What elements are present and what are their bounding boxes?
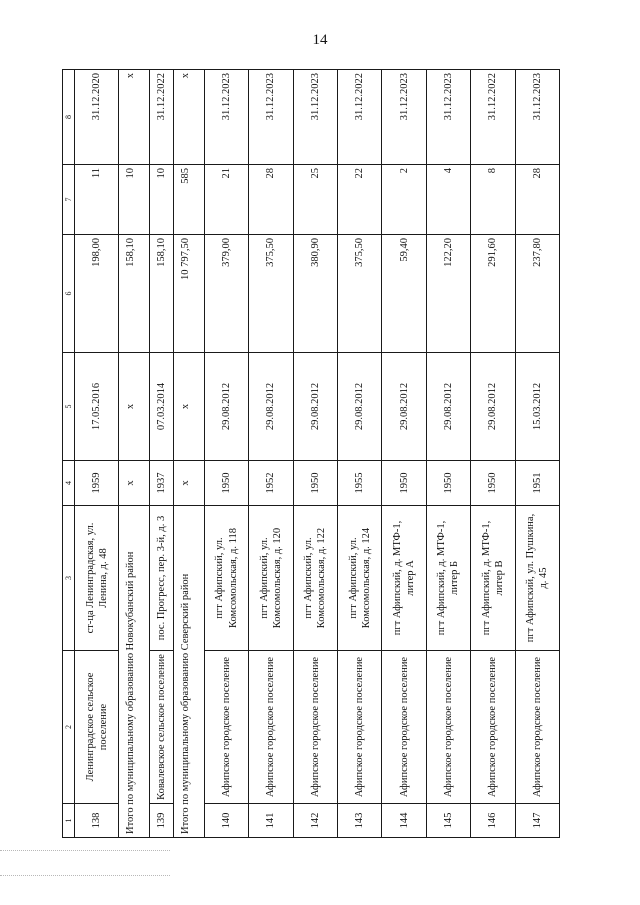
table-total-row (174, 70, 205, 838)
cell-number: 143 (338, 804, 382, 838)
total-label: Итого по муниципальному образованию Северский район (174, 506, 205, 838)
cell-end-date: 31.12.2020 (75, 70, 119, 165)
cell-end-date: 31.12.2022 (471, 70, 515, 165)
table-row (249, 70, 293, 838)
table-row (338, 70, 382, 838)
cell-area: 10 797,50 (174, 235, 205, 353)
cell-address: пгт Афипский, д. МТФ-1, литер В (471, 506, 515, 651)
cell-year: 1950 (471, 461, 515, 506)
cell-count: 11 (75, 165, 119, 235)
cell-end-date: x (174, 70, 205, 165)
cell-date: 29.08.2012 (382, 353, 426, 461)
cell-number: 138 (75, 804, 119, 838)
cell-count: 28 (515, 165, 559, 235)
cell-address: ст-ца Ленинградская, ул. Ленина, д. 48 (75, 506, 119, 651)
cell-date: 29.08.2012 (293, 353, 337, 461)
table-row (204, 70, 248, 838)
cell-address: пгт Афипский, ул. Комсомольская, д. 120 (249, 506, 293, 651)
cell-year: 1950 (382, 461, 426, 506)
page-number: 14 (312, 32, 328, 48)
cell-date: 29.08.2012 (471, 353, 515, 461)
cell-count: 10 (149, 165, 173, 235)
cell-area: 375,50 (249, 235, 293, 353)
cell-area: 158,10 (119, 235, 150, 353)
cell-count: 8 (471, 165, 515, 235)
cell-date: x (119, 353, 150, 461)
cell-area: 375,50 (338, 235, 382, 353)
cell-date: 07.03.2014 (149, 353, 173, 461)
table-row (382, 70, 426, 838)
scan-artifact-line (0, 875, 170, 877)
cell-count: 22 (338, 165, 382, 235)
cell-date: 29.08.2012 (204, 353, 248, 461)
cell-number: 141 (249, 804, 293, 838)
cell-date: x (174, 353, 205, 461)
cell-address: пгт Афипский, ул. Комсомольская, д. 124 (338, 506, 382, 651)
cell-settlement: Афипское городское поселение (338, 651, 382, 804)
cell-area: 198,00 (75, 235, 119, 353)
cell-end-date: 31.12.2023 (293, 70, 337, 165)
cell-settlement: Ковалевское сельское поселение (149, 651, 173, 804)
table-row (75, 70, 119, 838)
table-total-row (119, 70, 150, 838)
cell-number: 145 (426, 804, 470, 838)
cell-area: 122,20 (426, 235, 470, 353)
cell-settlement: Афипское городское поселение (471, 651, 515, 804)
rotated-table-container (62, 70, 560, 838)
cell-address: пгт Афипский, д. МТФ-1, литер А (382, 506, 426, 651)
total-label: Итого по муниципальному образованию Новокубанский район (119, 506, 150, 838)
cell-end-date: 31.12.2023 (515, 70, 559, 165)
cell-end-date: 31.12.2023 (426, 70, 470, 165)
table-row (426, 70, 470, 838)
table-row (471, 70, 515, 838)
cell-end-date: 31.12.2023 (382, 70, 426, 165)
cell-area: 291,60 (471, 235, 515, 353)
cell-date: 29.08.2012 (426, 353, 470, 461)
cell-year: x (119, 461, 150, 506)
cell-area: 158,10 (149, 235, 173, 353)
column-number: 5 (63, 353, 75, 461)
column-number-row (63, 70, 75, 838)
cell-count: 25 (293, 165, 337, 235)
cell-date: 29.08.2012 (249, 353, 293, 461)
cell-year: 1952 (249, 461, 293, 506)
table-row (149, 70, 173, 838)
cell-area: 380,90 (293, 235, 337, 353)
cell-count: 2 (382, 165, 426, 235)
cell-settlement: Афипское городское поселение (204, 651, 248, 804)
cell-number: 140 (204, 804, 248, 838)
cell-end-date: 31.12.2022 (149, 70, 173, 165)
cell-count: 10 (119, 165, 150, 235)
cell-settlement: Афипское городское поселение (293, 651, 337, 804)
column-number: 7 (63, 165, 75, 235)
table-row (515, 70, 559, 838)
cell-number: 147 (515, 804, 559, 838)
cell-area: 59,40 (382, 235, 426, 353)
cell-end-date: 31.12.2023 (249, 70, 293, 165)
cell-year: 1950 (293, 461, 337, 506)
cell-area: 379,00 (204, 235, 248, 353)
cell-number: 139 (149, 804, 173, 838)
cell-count: 585 (174, 165, 205, 235)
column-number: 6 (63, 235, 75, 353)
cell-number: 146 (471, 804, 515, 838)
cell-address: пгт Афипский, д. МТФ-1, литер Б (426, 506, 470, 651)
cell-count: 4 (426, 165, 470, 235)
cell-end-date: 31.12.2022 (338, 70, 382, 165)
cell-year: 1950 (204, 461, 248, 506)
cell-settlement: Афипское городское поселение (515, 651, 559, 804)
cell-settlement: Афипское городское поселение (426, 651, 470, 804)
cell-count: 21 (204, 165, 248, 235)
cell-year: x (174, 461, 205, 506)
scan-artifact-line (0, 850, 170, 852)
cell-year: 1950 (426, 461, 470, 506)
cell-count: 28 (249, 165, 293, 235)
column-number: 3 (63, 506, 75, 651)
cell-address: пгт Афипский, ул. Комсомольская, д. 122 (293, 506, 337, 651)
cell-number: 142 (293, 804, 337, 838)
cell-address: пгт Афипский, ул. Пушкина, д. 45 (515, 506, 559, 651)
cell-end-date: 31.12.2023 (204, 70, 248, 165)
cell-year: 1959 (75, 461, 119, 506)
cell-number: 144 (382, 804, 426, 838)
cell-date: 17.05.2016 (75, 353, 119, 461)
cell-end-date: x (119, 70, 150, 165)
column-number: 2 (63, 651, 75, 804)
housing-register-table (62, 69, 560, 838)
cell-settlement: Афипское городское поселение (382, 651, 426, 804)
column-number: 4 (63, 461, 75, 506)
cell-settlement: Афипское городское поселение (249, 651, 293, 804)
column-number: 1 (63, 804, 75, 838)
cell-year: 1951 (515, 461, 559, 506)
column-number: 8 (63, 70, 75, 165)
cell-settlement: Ленинградское сельское поселение (75, 651, 119, 804)
cell-address: пос. Прогресс, пер. 3-й, д. 3 (149, 506, 173, 651)
cell-year: 1955 (338, 461, 382, 506)
cell-address: пгт Афипский, ул. Комсомольская, д. 118 (204, 506, 248, 651)
cell-year: 1937 (149, 461, 173, 506)
table-row (293, 70, 337, 838)
cell-date: 29.08.2012 (338, 353, 382, 461)
cell-date: 15.03.2012 (515, 353, 559, 461)
cell-area: 237,80 (515, 235, 559, 353)
